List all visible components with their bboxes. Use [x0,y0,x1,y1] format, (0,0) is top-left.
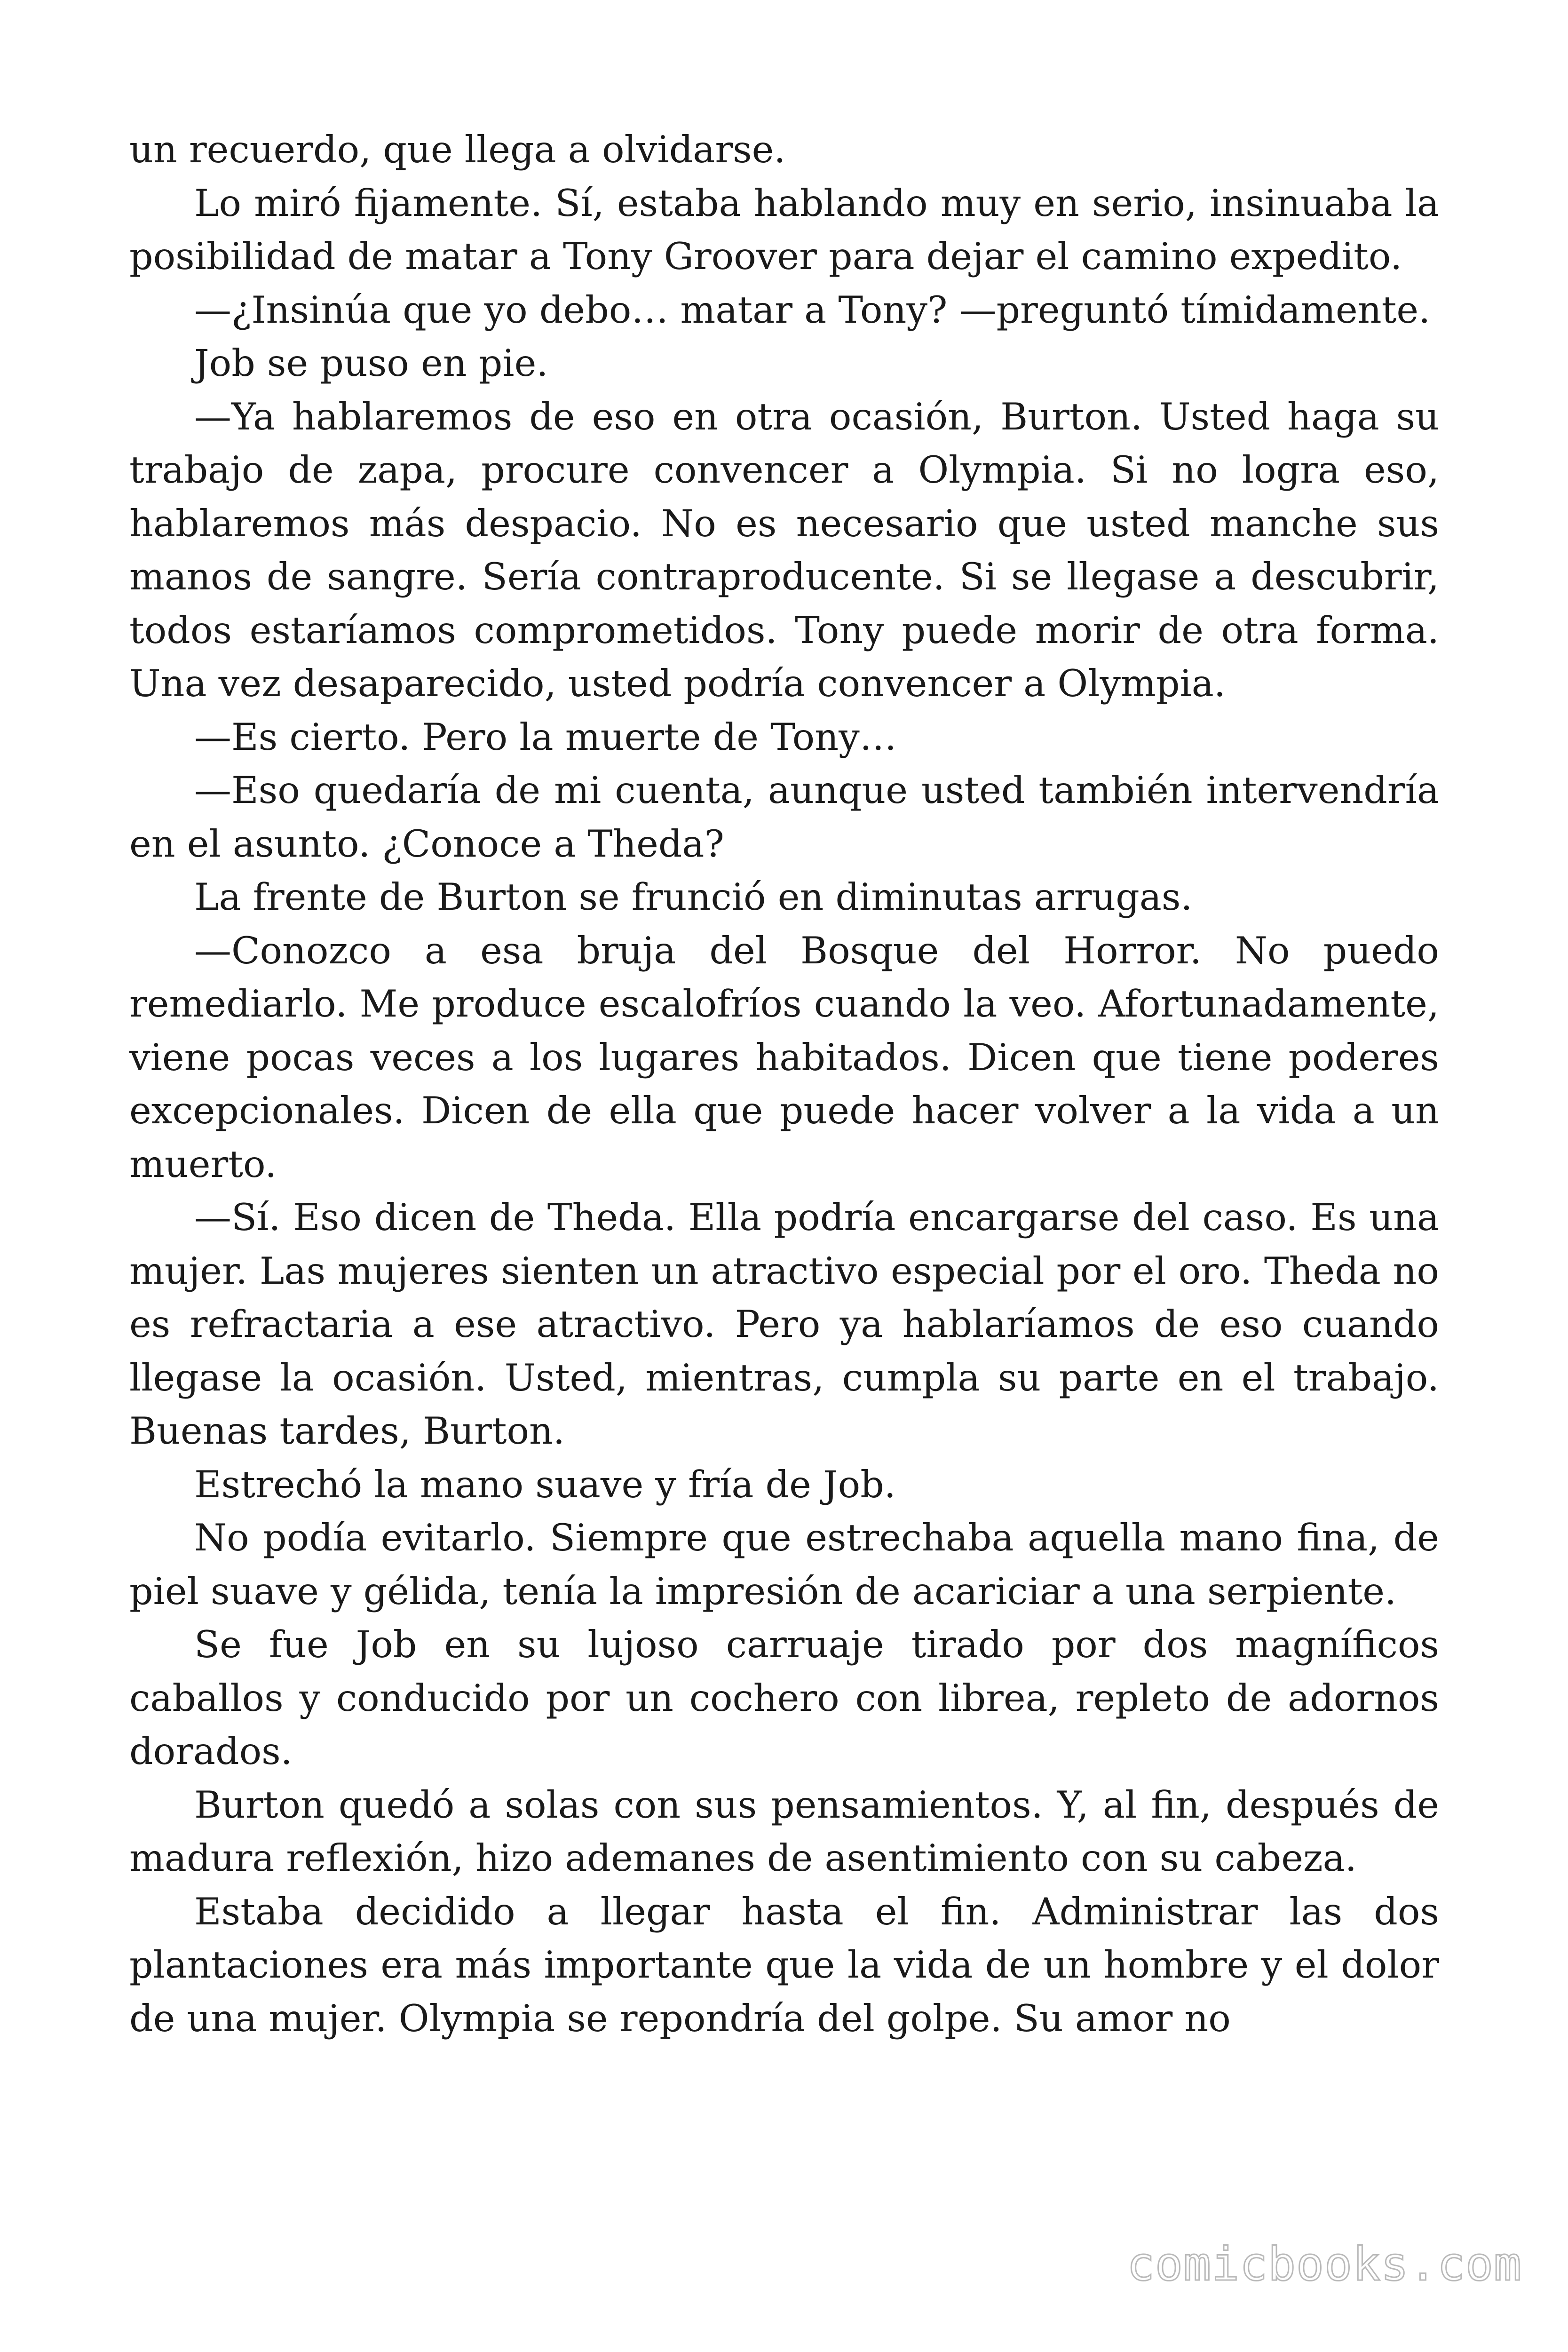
paragraph: —Es cierto. Pero la muerte de Tony… [194,715,897,759]
paragraph: Lo miró fijamente. Sí, estaba hablando muy en serio, insinuaba la posibilidad de matar a Tony Groover para dejar el camino expedito. [129,181,1439,278]
paragraph: —Sí. Eso dicen de Theda. Ella podría encargarse del caso. Es una mujer. Las mujeres sienten un atractivo especial por el oro. Theda no es refractaria a ese atractivo. Pero ya hablaríamos de eso cuando llegase la ocasión. Usted, mientras, cumpla su parte en el trabajo. Buenas tardes, Burton. [129,1196,1439,1453]
paragraph: Se fue Job en su lujoso carruaje tirado por dos magníficos caballos y conducido por un cochero con librea, repleto de adornos dorados. [129,1623,1439,1773]
paragraph: Job se puso en pie. [194,342,548,385]
paragraph: Burton quedó a solas con sus pensamientos. Y, al fin, después de madura reflexión, hizo ademanes de asentimiento con su cabeza. [129,1783,1439,1880]
paragraph: —¿Insinúa que yo debo… matar a Tony? —preguntó tímidamente. [194,288,1431,332]
paragraph: —Conozco a esa bruja del Bosque del Horror. No puedo remediarlo. Me produce escalofríos cuando la veo. Afortunadamente, viene pocas veces a los lugares habitados. Dicen que tiene poderes excepcionales. Dicen de ella que puede hacer volver a la vida a un muerto. [129,929,1439,1186]
paragraph: un recuerdo, que llega a olvidarse. [129,128,786,171]
paragraph: —Ya hablaremos de eso en otra ocasión, Burton. Usted haga su trabajo de zapa, procure convencer a Olympia. Si no logra eso, hablaremos más despacio. No es necesario que usted manche sus manos de sangre. Sería contraproducente. Si se llegase a descubrir, todos estaríamos comprometidos. Tony puede morir de otra forma. Una vez desaparecido, usted podría convencer a Olympia. [129,395,1439,705]
watermark: comicbooks.com [1126,2238,1522,2291]
paragraph: Estaba decidido a llegar hasta el fin. Administrar las dos plantaciones era más importante que la vida de un hombre y el dolor de una mujer. Olympia se repondría del golpe. Su amor no [129,1890,1439,2040]
page-body [129,123,1439,2045]
paragraph: No podía evitarlo. Siempre que estrechaba aquella mano fina, de piel suave y gélida, tenía la impresión de acariciar a una serpiente. [129,1516,1439,1613]
paragraph: —Eso quedaría de mi cuenta, aunque usted también intervendría en el asunto. ¿Conoce a Theda? [129,769,1439,866]
paragraph: La frente de Burton se frunció en diminutas arrugas. [194,875,1193,919]
paragraph: Estrechó la mano suave y fría de Job. [194,1462,896,1506]
